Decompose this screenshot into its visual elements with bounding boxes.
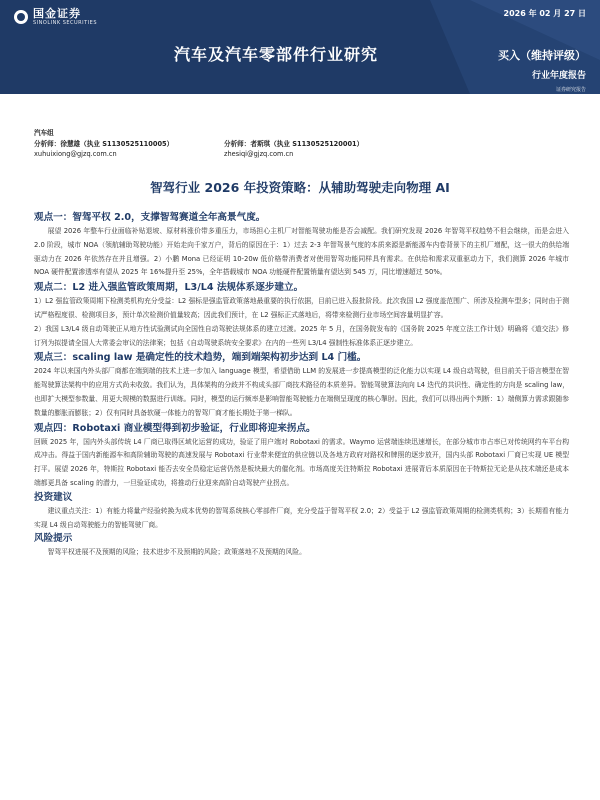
section-title: 观点二：L2 进入强监管政策周期，L3/L4 法规体系逐步建立。 xyxy=(34,282,304,294)
analyst-2-email[interactable]: zhesiqi@gjzq.com.cn xyxy=(224,150,294,158)
report-header xyxy=(0,0,600,94)
section-title: 投资建议 xyxy=(34,491,73,503)
section-paragraph: 2）我国 L3/L4 级自动驾驶正从地方性试验测试向全国性自动驾驶法规体系的建立过渡。2025 年 5 月，在国务院发布的《国务院 2025 年度立法工作计划》明确将《道交法》修订列为拟提请全国人大常委会审议的法律案；包括《自动驾驶系统安全要求》在内的一些列 L3/L4 强制性标准体系正逐步建立。 xyxy=(34,324,569,347)
section-view-4 xyxy=(34,422,569,491)
document-title: 智驾行业 2026 年投资策略：从辅助驾驶走向物理 AI xyxy=(150,180,450,195)
report-date: 2026 年 02 月 27 日 xyxy=(503,9,586,18)
team-name: 汽车组 xyxy=(34,129,54,137)
section-view-3 xyxy=(34,351,569,420)
author-block xyxy=(34,128,574,160)
analyst-1: 分析师：徐慧雄（执业 S1130525110005） xyxy=(34,139,174,148)
section-title: 观点一：智驾平权 2.0，支撑智驾赛道全年高景气度。 xyxy=(34,212,266,223)
section-view-2 xyxy=(34,281,569,350)
analyst-2: 分析师：者斯琪（执业 S1130525120001） xyxy=(224,139,364,148)
section-view-1 xyxy=(34,211,569,280)
logo-name-en: SINOLINK SECURITIES xyxy=(33,20,97,26)
analyst-1-email[interactable]: xuhuixiong@gjzq.com.cn xyxy=(34,150,117,158)
section-paragraph: 1）L2 强监管政策周期下检测类机构充分受益：L2 强标是强监管政策落地最重要的执行依据，目前已进入报批阶段。此次我国 L2 强度盖范围广、所涉及检测车型多；同时由于测试严格程度很、检测项目多，预计单次检测价值量较高；因此我们预计，在 L2 强标正式落地后，将带来检测行业市场空间容量明显扩容。 xyxy=(34,297,569,319)
author-row xyxy=(34,139,574,150)
logo-name-cn: 国金证券 xyxy=(33,7,81,20)
section-risk-warning xyxy=(34,532,569,560)
email-row xyxy=(34,149,574,160)
report-type: 行业年度报告 xyxy=(531,71,586,81)
section-title: 风险提示 xyxy=(34,533,73,545)
report-body xyxy=(34,210,569,560)
section-paragraph: 智驾平权进展不及预期的风险；技术进步不及预期的风险；政策落地不及预期的风险。 xyxy=(47,548,306,557)
department-label: 证券研究报告 xyxy=(555,87,586,93)
section-investment-advice xyxy=(34,491,569,533)
section-paragraph: 回顾 2025 年，国内外头部传统 L4 厂商已取得区域化运营的成功，验证了用户端对 Robotaxi 的需求。Waymo 运营端连续迅速增长，在部分城市市占率已对传统网约车平台构成冲击。得益于国内新能源车和高阶辅助驾驶的高速发展与 Robotaxi 行业带来便宜的供应链以及各地方政府对路权和牌照的逐步放开，国内头部 Robotaxi 厂商已实现 UE 模型打平。展望 2026 年，特斯拉 Robotaxi 能否去安全员稳定运营仍然是板块最大的催化剂。市场高度关注特斯拉 Robotaxi 进展背后本质原因在于特斯拉无论是从技术端还是成本端都更具备 scaling 的潜力，一旦验证成功，将推动行业迎来高阶自动驾驶产业拐点。 xyxy=(34,437,569,487)
rating-badge: 买入（维持评级） xyxy=(498,49,586,62)
section-title: 观点四：Robotaxi 商业模型得到初步验证，行业即将迎来拐点。 xyxy=(34,422,316,434)
section-title: 观点三：scaling law 是确定性的技术趋势，端到端架构初步达到 L4 门槛。 xyxy=(34,352,367,364)
section-paragraph: 展望 2026 年整车行业面临补贴退坡、原材料涨价带多重压力，市场担心主机厂对智能驾驶功能是否会减配。我们研究发现 2026 年智驾平权趋势不但会继续，而是会进入 2.0 阶段，城市 NOA（领航辅助驾驶功能）开始走向千家万户，背后的原因在于：1）过去 2-3 年智驾景气度的本质来源是新能源车内卷背景下的主机厂增配，这一很大的供给端驱动力在 2026 年依然存在并且增强。2）小鹏 Mona 已经证明 10-20w 低价格带消费者对使用智驾功能同样具有需求。在供给和需求双重驱动力下，我们测算 2026 年城市 NOA 硬件配置渗透率有望从 2025 年 16%提升至 25%，全年搭载城市 NOA 功能硬件配置销量有望达到 545 万，同比增速超过 50%。 xyxy=(34,227,569,277)
company-logo xyxy=(14,8,97,26)
logo-mark-icon xyxy=(14,10,28,24)
section-paragraph: 2024 年以来国内外头部厂商都在端到端的技术上进一步加入 language 模型，希望借助 LLM 的发展进一步提高模型的泛化能力以实现 L4 级自动驾驶，但目前关于语言模型在智能驾驶算法架构中的应用方式尚未收敛。我们认为，具体架构的分歧并不构成头部厂商技术路径的本质差异。智能驾驶算法向向 L4 迭代的共识性、确定性的方向是 scaling law，也即扩大模型参数量、用更大规模的数据进行训练。同时，模型的运行频率是影响智能驾驶能力在端侧呈现度的核心掣肘。因此，我们可以得出两个判断：1）端侧算力需求跟随参数量的膨胀而膨胀；2）仅有同时具备软硬一体能力的智驾厂商才能长期处于第一梯队。 xyxy=(34,367,569,417)
report-title: 汽车及汽车零部件行业研究 xyxy=(174,45,379,64)
section-paragraph: 建议重点关注：1）有能力将量产经验转换为成本优势的智驾系统核心零部件厂商，充分受益于智驾平权 2.0；2）受益于 L2 强监管政策周期的检测类机构；3）长期看有能力实现 L4 级自动驾驶能力的智能驾驶厂商。 xyxy=(34,506,569,529)
